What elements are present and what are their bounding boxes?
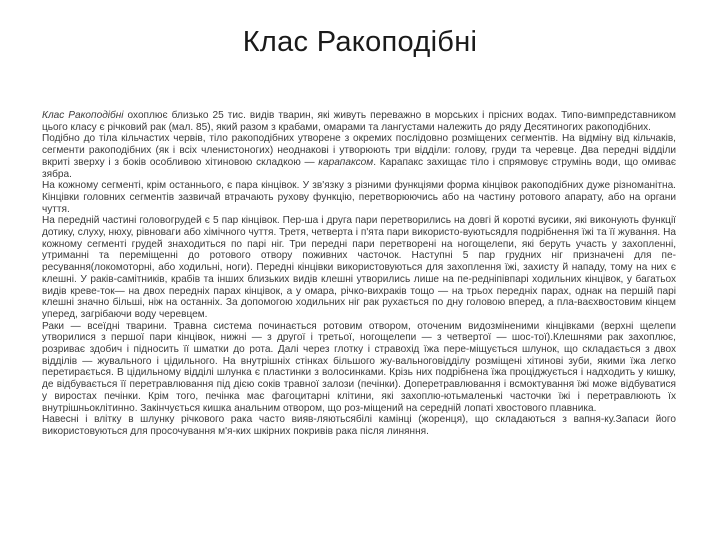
paragraph-gastroliths: Навесні і влітку в шлунку річкового рака часто вияв-ляютьсябілі камінці (жоренця), що складаються з вапня-ку.Запаси його використовуються для просочування м'я-ких шкірних покривів рака після линяння. bbox=[42, 414, 676, 437]
paragraph-body-structure-tail: . Карапакс захищає тіло і спрямовує струмінь води, що омиває зябра. bbox=[42, 156, 676, 180]
paragraph-intro-text: охоплює близько 25 тис. видів тварин, які живуть переважно в морських і прісних водах. Типо-вимпредставником цього класу є річковий рак (мал. 85), який разом з крабами, омарами та лангустами належить до ряду Десятиногих ракоподібних. bbox=[42, 110, 676, 133]
carapace-term-italic: карапаксом bbox=[318, 156, 374, 168]
paragraph-limbs: На кожному сегменті, крім останнього, є пара кінцівок. У зв'язку з різними функціями форма кінцівок ракоподібних дуже різноманітна. Кінцівки головних сегментів зазвичай втрачають рухову функцію, перетворюючись або на частину ротового апарату, або на органи чуття. bbox=[42, 180, 676, 215]
paragraph-body-structure-text: Подібно до тіла кільчастих червів, тіло ракоподібних утворене з окремих послідовно розміщених сегментів. На відміну від кільчаків, сегменти ракоподібних (як і всіх членистоногих) неоднакові і утворюють три відділи: голову, груди та черевце. Два передні відділи вкриті зверху і з боків особливою хітиновою складкою — bbox=[42, 133, 676, 168]
class-name-italic: Клас Ракоподібні bbox=[42, 110, 124, 121]
paragraph-intro bbox=[42, 110, 676, 133]
paragraph-body-structure bbox=[42, 133, 676, 180]
slide-body bbox=[42, 110, 676, 438]
paragraph-head-limbs: На передній частині головогрудей є 5 пар кінцівок. Пер-ша і друга пари перетворились на довгі й короткі вусики, які виконують функції дотику, слуху, нюху, рівноваги або хімічного чуття. Третя, четверта і п'ята пари використо-вуютьсядля подрібнення їжі та її жування. На кожному сегменті грудей знаходиться по парі ніг. Три передні пари перетворені на ногощелепи, які беруть участь у захопленні, утриманні та переміщенні до ротового отвору поживних часточок. Наступні 5 пар грудних ніг призначені для пе-ресування(локомоторні, або ходильні, ноги). Передні кінцівки використовуються для захоплення їжі, захисту й нападу, тому на них є клешні. У раків-самітників, крабів та інших близьких видів клешні утворились лише на пе-редніпівпарі ходильних кінцівок, у багатьох видів креве-ток— на двох передніх парах кінцівок, а у омара, річко-вихраків тощо — на трьох передніх парах, однак на першій парі клешні значно більші, ніж на останніх. За допомогою ходильних ніг рак рухається по дну головою вперед, а пла-ваєхвостовим кінцем уперед, загрібаючи воду черевцем. bbox=[42, 215, 676, 320]
paragraph-digestion: Раки — всеїдні тварини. Травна система починається ротовим отвором, оточеним видозміненими кінцівками (верхні щелепи утворилися з першої пари кінцівок, нижні — з другої і третьої, ногощелепи — з четвертої — шос-тої).Клешнями рак захоплює, розриває здобич і підносить її шматки до рота. Далі через глотку і стравохід їжа пере-міщується шлунок, що складається з двох відділів — жувального і цідильного. На внутрішніх стінках більшого жу-вальноговідділу розміщені хітинові зуби, якими їжа легко перетирається. В цідильному відділі шлунка є пластинки з волосинками. Крізь них подрібнена їжа проціджується і надходить у кишку, де відбувається її перетравлювання під дією соків травної залози (печінки). Доперетравлювання і всмоктування їжі може відбуватися у виростах печінки. Крім того, печінка має фагоцитарні клітини, які захоплю-ютьмаленькі часточки їжі і перетравлюють їх внутрішньоклітинно. Закінчується кишка анальним отвором, що роз-міщений на середній лопаті хвостового плавника. bbox=[42, 320, 676, 414]
slide-title: Клас Ракоподібні bbox=[242, 26, 478, 58]
